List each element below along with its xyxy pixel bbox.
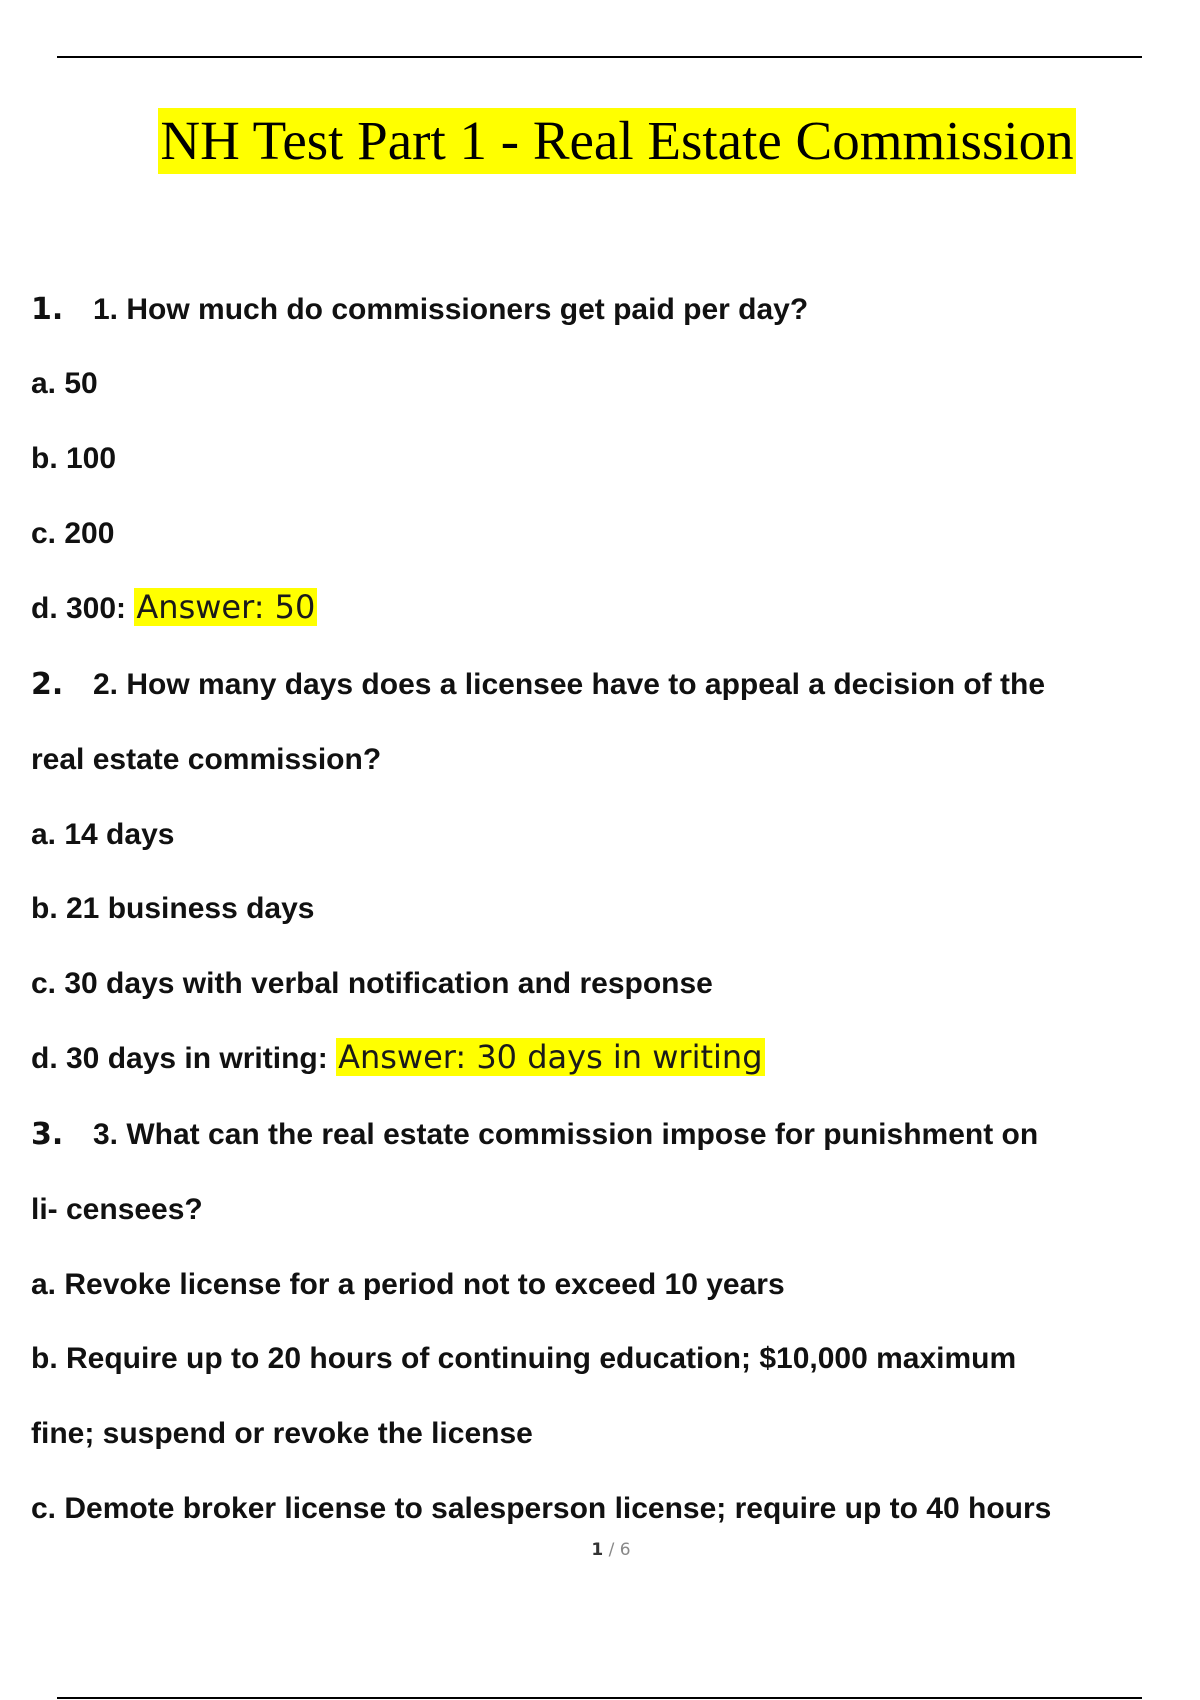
page-indicator [0,1540,1200,1560]
option-text: d. 30 days in writing: [31,1042,328,1075]
question-text: 1. How much do commissioners get paid per day? [93,293,809,326]
option-text: a. Revoke license for a period not to exceed 10 years [31,1268,785,1301]
question-number: 1. [31,292,64,327]
answer-highlight: Answer: 50 [136,588,316,626]
option-text: c. Demote broker license to salesperson license; require up to 40 hours [31,1492,1052,1525]
current-page: 1 [591,1540,604,1560]
question-3 [31,1115,1038,1155]
option-text: b. Require up to 20 hours of continuing education; $10,000 maximum [31,1342,1017,1375]
question-text-continued: real estate commission? [31,743,382,776]
total-pages: 6 [619,1540,631,1560]
option-with-answer [31,1037,765,1079]
question-2 [31,665,1045,705]
question-1 [31,290,808,330]
option-text: b. 21 business days [31,892,315,925]
option-text: b. 100 [31,442,117,475]
title-container [0,108,1200,174]
question-text: 2. How many days does a licensee have to appeal a decision of the [93,668,1046,701]
question-text-continued: li- censees? [31,1193,203,1226]
option-text: a. 50 [31,367,98,400]
page-separator: / [603,1540,620,1560]
option-text: c. 30 days with verbal notification and response [31,967,713,1000]
question-text: 3. What can the real estate commission impose for punishment on [93,1118,1039,1151]
option-text: c. 200 [31,517,115,550]
bottom-rule [57,1697,1142,1699]
question-number: 3. [31,1117,64,1152]
top-rule [57,56,1142,58]
question-number: 2. [31,667,64,702]
document-title: NH Test Part 1 - Real Estate Commission [158,108,1075,174]
option-with-answer [31,587,317,629]
option-text-continued: fine; suspend or revoke the license [31,1417,533,1450]
option-text: d. 300: [31,592,127,625]
option-text: a. 14 days [31,818,175,851]
answer-highlight: Answer: 30 days in writing [338,1038,763,1076]
